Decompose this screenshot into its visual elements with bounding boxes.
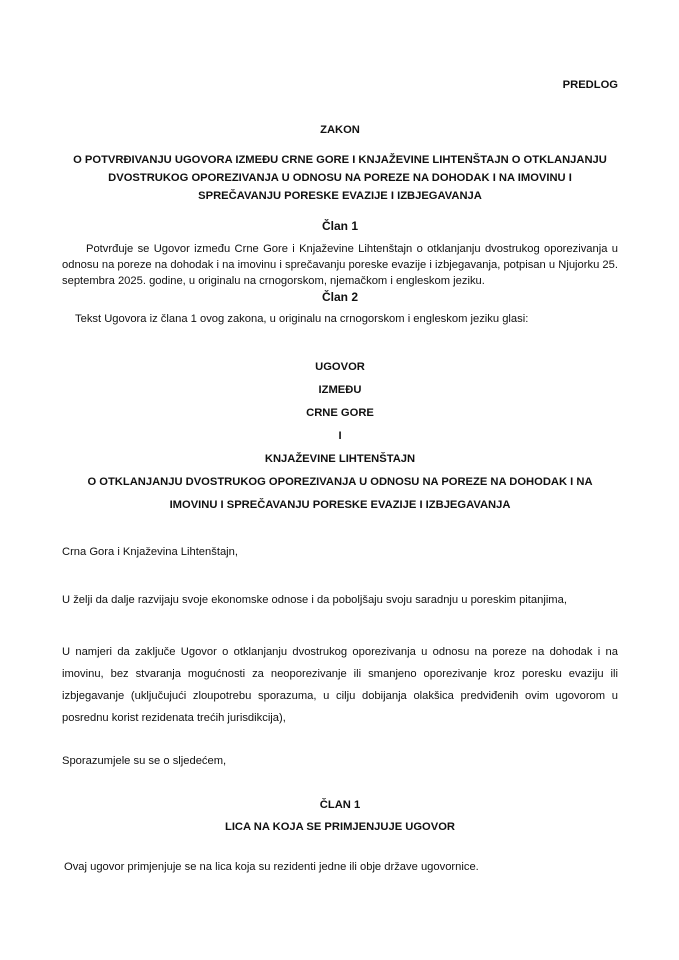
treaty-title-line: IMOVINU I SPREČAVANJU PORESKE EVAZIJE I IZBJEGAVANJA <box>169 499 511 511</box>
treaty-title-line: IZMEĐU <box>318 384 362 396</box>
law-article2-heading: Član 2 <box>321 290 358 304</box>
treaty-title-line: CRNE GORE <box>306 407 374 419</box>
document-status-label: PREDLOG <box>562 79 618 91</box>
law-subtitle <box>50 151 630 205</box>
law-article1-heading: Član 1 <box>321 219 358 233</box>
treaty-agreed: Sporazumjele su se o sljedećem, <box>62 755 227 767</box>
treaty-title-line: KNJAŽEVINE LIHTENŠTAJN <box>264 453 416 465</box>
treaty-article1-heading: ČLAN 1 <box>319 799 361 811</box>
treaty-parties: Crna Gora i Knjaževina Lihtenštajn, <box>62 546 238 558</box>
law-article1-text: Potvrđuje se Ugovor između Crne Gore i Knjaževine Lihtenštajn o otklanjanju dvostrukog oporezivanja u odnosu na poreze na dohodak i na imovinu i sprečavanju poreske evazije i izbjegavanja, potpisan u Njujorku 25. septembra 2025. godine, u originalu na crnogorskom, njemačkom i engleskom jeziku. <box>62 243 618 287</box>
law-title: ZAKON <box>320 124 360 136</box>
treaty-title <box>40 356 640 517</box>
treaty-recital-1: U želji da dalje razvijaju svoje ekonomske odnose i da poboljšaju svoju saradnju u poreskim pitanjima, <box>62 594 567 606</box>
law-subtitle-line: O POTVRĐIVANJU UGOVORA IZMEĐU CRNE GORE I KNJAŽEVINE LIHTENŠTAJN O OTKLANJANJU <box>73 154 607 166</box>
treaty-article1-subheading: LICA NA KOJA SE PRIMJENJUJE UGOVOR <box>224 821 455 833</box>
law-article2-text: Tekst Ugovora iz člana 1 ovog zakona, u originalu na crnogorskom i engleskom jeziku glasi: <box>75 313 529 325</box>
law-subtitle-line: DVOSTRUKOG OPOREZIVANJA U ODNOSU NA POREZE NA DOHODAK I NA IMOVINU I <box>108 172 572 184</box>
treaty-article1-text: Ovaj ugovor primjenjuje se na lica koja su rezidenti jedne ili obje države ugovornice. <box>64 861 479 873</box>
law-subtitle-line: SPREČAVANJU PORESKE EVAZIJE I IZBJEGAVANJA <box>198 190 482 202</box>
treaty-recital-2: U namjeri da zaključe Ugovor o otklanjanju dvostrukog oporezivanja u odnosu na poreze na dohodak i na imovinu, bez stvaranja mogućnosti za neoporezivanje ili smanjeno oporezivanje kroz poresku evaziju ili izbjegavanje (uključujući zloupotrebu sporazuma, u cilju dobijanja olakšica predviđenih ovim ugovorom u posrednu korist rezidenata trećih jurisdikcija), <box>62 646 618 724</box>
treaty-title-line: UGOVOR <box>315 361 365 373</box>
treaty-title-line: O OTKLANJANJU DVOSTRUKOG OPOREZIVANJA U ODNOSU NA POREZE NA DOHODAK I NA <box>87 476 593 488</box>
treaty-title-line: I <box>338 430 342 442</box>
